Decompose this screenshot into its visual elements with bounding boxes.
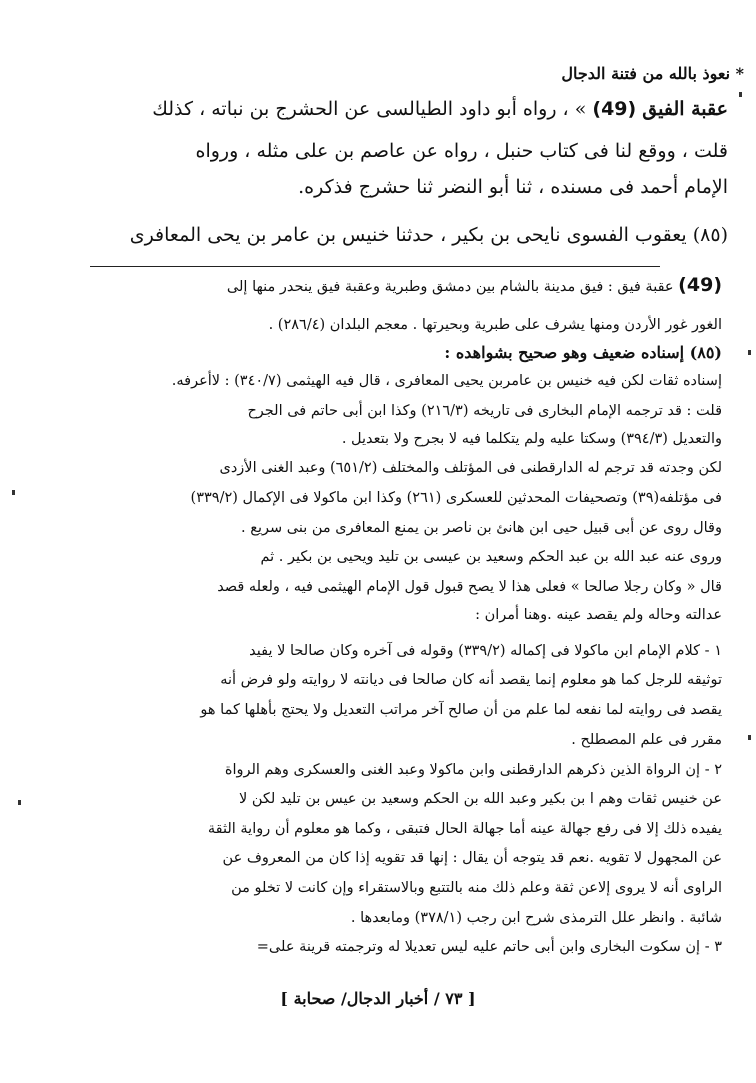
footnote-line-4: إسناده ثقات لكن فيه خنيس بن عامربن يحيى المعافرى ، قال فيه الهيثمى (٣٤٠/٧) : لاأعرفه. bbox=[171, 373, 722, 389]
footnote-number-49: (49) bbox=[678, 274, 722, 296]
footnote-line-18: عن خنيس ثقات وهم ا بن بكير وعبد الله بن الحكم وسعيد بن عيس بن تليد لكن لا bbox=[238, 791, 722, 807]
footnote-heading-85: (٨٥) إسناده ضعيف وهو صحيح بشواهده : bbox=[444, 343, 722, 362]
footnote-line-13: ١ - كلام الإمام ابن ماكولا فى إكماله (٣٣٩/٢) وقوله فى آخره وكان صالحا لا يفيد bbox=[249, 643, 722, 659]
footnote-line-1-text: عقبة فيق : فيق مدينة بالشام بين دمشق وطبرية وعقبة فيق ينحدر منها إلى bbox=[226, 279, 674, 295]
running-header: * نعوذ بالله من فتنة الدجال bbox=[561, 64, 744, 83]
main-text-line-2: قلت ، ووقع لنا فى كتاب حنبل ، رواه عن عاصم بن على مثله ، ورواه bbox=[195, 140, 728, 162]
scan-speck bbox=[739, 92, 742, 97]
place-name-heading: عقبة الفيق bbox=[642, 98, 728, 120]
footnote-line-14: توثيقه للرجل كما هو معلوم إنما يقصد أنه كان صالحا فى ديانته لا روايته ولو فرض أنه bbox=[220, 672, 722, 688]
footnote-line-9: وقال روى عن أبى قبيل حيى ابن هانئ بن ناصر بن يمنع المعافرى من بنى سريع . bbox=[241, 520, 722, 536]
footnote-line-21: الراوى أنه لا يروى إلاعن ثقة وعلم ذلك منه بالتتبع وبالاستقراء وإن كانت لا تخلو من bbox=[231, 880, 722, 896]
footnote-line-10: وروى عنه عبد الله بن عبد الحكم وسعيد بن عيسى بن تليد ويحيى بن بكير . ثم bbox=[260, 549, 722, 565]
scan-speck bbox=[12, 490, 15, 495]
main-text-line-3: الإمام أحمد فى مسنده ، ثنا أبو النضر ثنا حشرج فذكره. bbox=[298, 176, 728, 198]
footnote-line-16: مقرر فى علم المصطلح . bbox=[571, 732, 722, 748]
main-text-line-1-rest: » ، رواه أبو داود الطيالسى عن الحشرج بن نباته ، كذلك bbox=[152, 98, 587, 120]
footnote-reference-49: (49) bbox=[592, 98, 637, 120]
footnote-line-20: عن المجهول لا تقويه .نعم قد يتوجه أن يقال : إنها قد تقويه إذا كان من المعروف عن bbox=[222, 850, 722, 866]
footnote-line-12: عدالته وحاله ولم يقصد عينه .وهنا أمران : bbox=[475, 607, 722, 623]
scan-speck bbox=[748, 350, 751, 355]
scan-speck bbox=[748, 735, 751, 740]
scan-speck bbox=[18, 800, 21, 805]
footnote-line-17: ٢ - إن الرواة الذين ذكرهم الدارقطنى وابن ماكولا وعبد الغنى والعسكرى وهم الرواة bbox=[224, 762, 722, 778]
footnote-line-7: لكن وجدته قد ترجم له الدارقطنى فى المؤتلف والمختلف (٦٥١/٢) وعبد الغنى الأزدى bbox=[219, 460, 722, 476]
footnote-line-22: شائبة . وانظر علل الترمذى شرح ابن رجب (٣٧٨/١) ومابعدها . bbox=[350, 910, 722, 926]
main-text-line-4: (٨٥) يعقوب الفسوى نايحى بن بكير ، حدثنا خنيس بن عامر بن يحى المعافرى bbox=[129, 224, 728, 246]
footnote-line-8: فى مؤتلفه(٣٩) وتصحيفات المحدثين للعسكرى (٢٦١) وكذا ابن ماكولا فى الإكمال (٣٣٩/٢) bbox=[190, 490, 722, 506]
footnote-line-11: قال « وكان رجلا صالحا » فعلى هذا لا يصح قبول قول الإمام الهيثمى فيه ، ولعله قصد bbox=[217, 579, 722, 595]
footnote-line-1 bbox=[32, 276, 722, 295]
footnote-line-5: قلت : قد ترجمه الإمام البخارى فى تاريخه (٢١٦/٣) وكذا ابن أبى حاتم فى الجرح bbox=[247, 403, 722, 419]
footnote-line-2: الغور غور الأردن ومنها يشرف على طبرية وبحيرتها . معجم البلدان (٢٨٦/٤) . bbox=[268, 317, 722, 333]
footnote-line-19: يفيده ذلك إلا فى رفع جهالة عينه أما جهالة الحال فتبقى ، وكما هو معلوم أن رواية الثقة bbox=[207, 821, 722, 837]
footnote-line-6: والتعديل (٣٩٤/٣) وسكتا عليه ولم يتكلما فيه لا بجرح ولا بتعديل . bbox=[341, 431, 722, 447]
footnote-separator bbox=[90, 266, 660, 267]
footnote-line-15: يقصد فى روايته لما نفعه لما علم من أن صالح آخر مراتب التعديل ولا يحتج بأهلها كما هو bbox=[200, 702, 722, 718]
main-text-line-1 bbox=[28, 100, 728, 119]
page-footer: [ ٧٣ / أخبار الدجال/ صحابة ] bbox=[280, 989, 476, 1008]
footnote-line-23: ٣ - إن سكوت البخارى وابن أبى حاتم عليه ليس تعديلا له وترجمته قرينة على= bbox=[256, 939, 722, 955]
